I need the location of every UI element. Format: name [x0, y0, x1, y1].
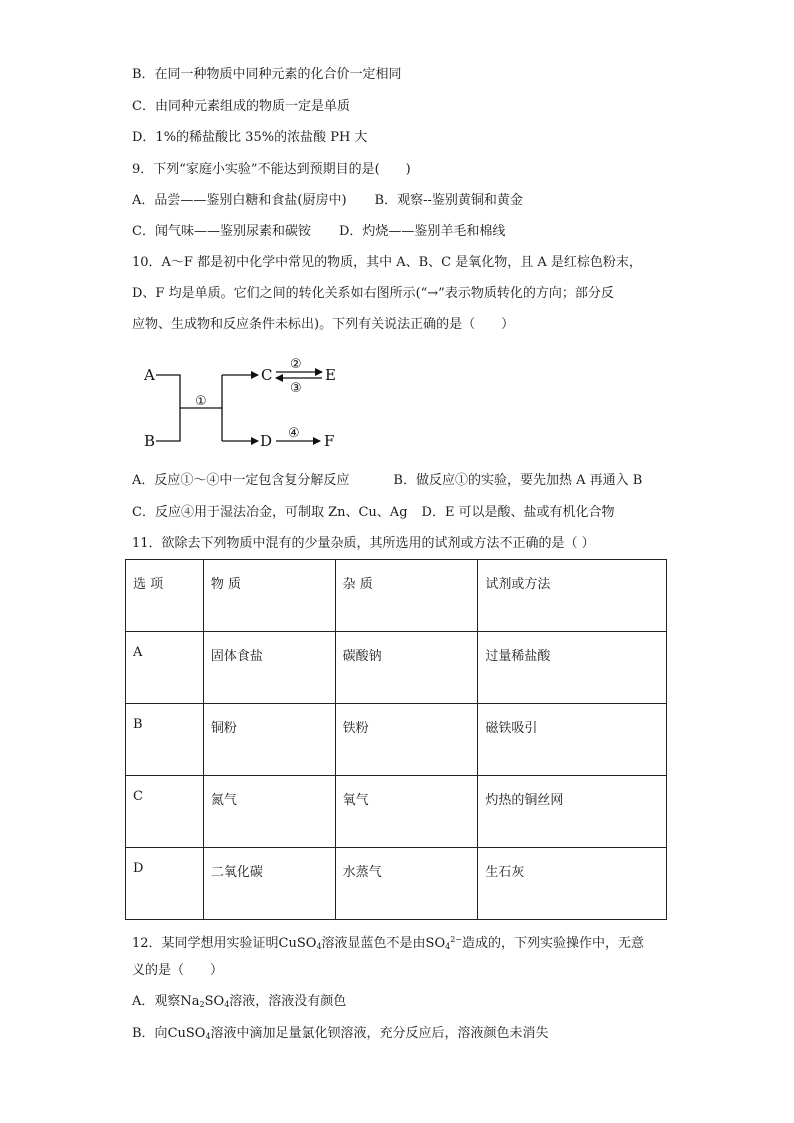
q12-option-a-part1: A．观察 [132, 994, 181, 1009]
formula-cuso4: CuSO [278, 936, 317, 951]
q9-option-c: C．闻气味——鉴别尿素和碳铵 [132, 224, 311, 239]
diagram-label-e: E [325, 366, 336, 384]
table-cell: 固体食盐 [203, 632, 335, 704]
q10-options-row2 [132, 504, 615, 522]
diagram-label-a: A [144, 366, 155, 384]
formula-so: SO [204, 994, 225, 1009]
table-row [126, 848, 667, 920]
table-cell: 磁铁吸引 [478, 704, 667, 776]
formula-superscript: 2− [450, 935, 463, 944]
table-cell: 铜粉 [203, 704, 335, 776]
diagram-label-b: B [144, 432, 156, 450]
q9-options-row2 [132, 223, 505, 241]
table-cell: 氮气 [203, 776, 335, 848]
q8-option-c: C．由同种元素组成的物质一定是单质 [132, 99, 350, 114]
q10-option-d: D．E 可以是酸、盐或有机化合物 [421, 505, 615, 520]
diagram-reaction-4: ④ [288, 426, 300, 441]
table-header-cell: 杂 质 [335, 560, 478, 632]
table-header-row [126, 560, 667, 632]
q10-stem-line3: 应物、生成物和反应条件未标出)。下列有关说法正确的是（ ） [132, 317, 515, 332]
q12-stem-line1 [132, 931, 644, 956]
q8-option-d: D．1%的稀盐酸比 35%的浓盐酸 PH 大 [132, 130, 368, 145]
q11-stem: 11．欲除去下列物质中混有的少量杂质，其所选用的试剂或方法不正确的是（ ） [132, 536, 595, 551]
conversion-diagram-svg [138, 356, 358, 456]
q12-option-b-part2: 溶液中滴加足量氯化钡溶液，充分反应后，溶液颜色未消失 [210, 1026, 549, 1041]
table-cell: B [126, 704, 204, 776]
formula-subscript: 4 [205, 1032, 211, 1041]
q10-stem-line1: 10．A～F 都是初中化学中常见的物质，其中 A、B、C 是氧化物，且 A 是红棕色粉末， [132, 255, 642, 270]
diagram-reaction-3: ③ [290, 381, 302, 396]
table-cell: A [126, 632, 204, 704]
q10-option-b: B．做反应①的实验，要先加热 A 再通入 B [393, 473, 643, 488]
table-header-cell: 选 项 [126, 560, 204, 632]
q12-stem-part3: 造成的，下列实验操作中，无意 [462, 936, 645, 951]
q12-stem-part1: 12．某同学想用实验证明 [132, 936, 279, 951]
formula-subscript: 4 [445, 942, 451, 951]
formula-subscript: 4 [224, 1000, 230, 1009]
formula-subscript: 4 [316, 942, 322, 951]
q11-table [125, 559, 667, 920]
formula-cuso4: CuSO [167, 1026, 206, 1041]
diagram-label-f: F [324, 432, 335, 450]
table-header-cell: 试剂或方法 [478, 560, 667, 632]
q10-options-row1 [132, 472, 642, 490]
q12-option-b-part1: B．向 [132, 1026, 168, 1041]
diagram-label-c: C [261, 366, 273, 384]
table-header-cell: 物 质 [203, 560, 335, 632]
table-cell: 过量稀盐酸 [478, 632, 667, 704]
q12-option-a [132, 993, 346, 1014]
q9-option-b: B．观察--鉴别黄铜和黄金 [374, 193, 523, 208]
q12-option-b [132, 1025, 549, 1046]
diagram-reaction-2: ② [290, 357, 302, 372]
q10-option-a: A．反应①～④中一定包含复分解反应 [132, 473, 350, 488]
q10-option-c: C．反应④用于湿法冶金，可制取 Zn、Cu、Ag [132, 505, 408, 520]
table-row [126, 632, 667, 704]
table-cell: 碳酸钠 [335, 632, 478, 704]
q10-conversion-diagram [138, 356, 358, 456]
q10-stem-line2: D、F 均是单质。它们之间的转化关系如右图所示(“→”表示物质转化的方向；部分反 [132, 286, 614, 301]
table-cell: 生石灰 [478, 848, 667, 920]
q9-option-a: A．品尝——鉴别白糖和食盐(厨房中) [132, 193, 347, 208]
table-cell: 水蒸气 [335, 848, 478, 920]
q12-option-a-part2: 溶液，溶液没有颜色 [229, 994, 347, 1009]
formula-na: Na [180, 994, 200, 1009]
table-cell: 氧气 [335, 776, 478, 848]
table-row [126, 704, 667, 776]
table-cell: D [126, 848, 204, 920]
diagram-label-d: D [260, 432, 273, 450]
q9-stem: 9．下列“家庭小实验”不能达到预期目的是( ) [132, 162, 411, 177]
diagram-bracket-ab [156, 375, 180, 441]
q8-option-b: B．在同一种物质中同种元素的化合价一定相同 [132, 67, 402, 82]
formula-subscript: 2 [199, 1000, 205, 1009]
table-cell: 铁粉 [335, 704, 478, 776]
table-row [126, 776, 667, 848]
table-cell: 二氧化碳 [203, 848, 335, 920]
q12-stem-line2: 义的是（ ） [132, 963, 224, 978]
table-cell: C [126, 776, 204, 848]
table-cell: 灼热的铜丝网 [478, 776, 667, 848]
formula-so4-ion: SO [425, 936, 446, 951]
diagram-reaction-1: ① [195, 394, 207, 409]
q12-stem-part2: 溶液显蓝色不是由 [321, 936, 426, 951]
q9-option-d: D．灼烧——鉴别羊毛和棉线 [338, 224, 506, 239]
q9-options-row1 [132, 192, 523, 210]
